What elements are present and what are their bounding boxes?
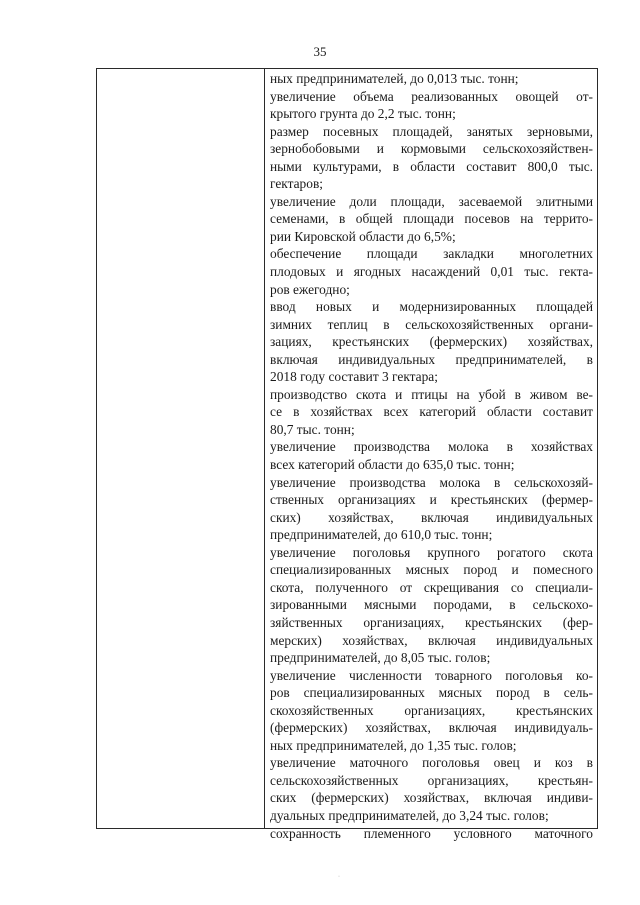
- text-line: 80,7 тыс. тонн;: [270, 421, 355, 437]
- text-line: производство скота и птицы на убой в живом ве-: [270, 386, 593, 402]
- text-line: ными культурами, в области составит 800,0 тыс.: [270, 158, 593, 174]
- text-line: всех категорий области до 635,0 тыс. тонн;: [270, 457, 515, 473]
- text-line: ских (фермерских) хозяйствах, включая индиви-: [270, 790, 593, 806]
- document-table: [96, 68, 598, 841]
- text-line: плодовых и ягодных насаждений 0,01 тыс. гекта-: [270, 264, 593, 280]
- text-line: ров специализированных мясных пород в сель-: [270, 685, 593, 701]
- text-line: ных предпринимателей, до 0,013 тыс. тонн;: [270, 71, 519, 86]
- text-line: увеличение производства молока в сельскохозяй-: [270, 474, 593, 490]
- text-line: увеличение маточного поголовья овец и коз в: [270, 755, 593, 771]
- text-line: крытого грунта до 2,2 тыс. тонн;: [270, 106, 456, 122]
- text-line: гектаров;: [270, 176, 323, 192]
- text-line: зимних теплиц в сельскохозяйственных органи-: [270, 316, 593, 332]
- text-line: предпринимателей, до 8,05 тыс. голов;: [270, 650, 491, 666]
- text-line: ров ежегодно;: [270, 281, 350, 297]
- text-line: увеличение доли площади, засеваемой элитными: [270, 193, 593, 209]
- text-line: предпринимателей, до 610,0 тыс. тонн;: [270, 527, 493, 543]
- text-line: ных предпринимателей, до 1,35 тыс. голов;: [270, 737, 517, 753]
- text-line: ских) хозяйствах, включая индивидуальных: [270, 509, 593, 525]
- text-line: зяйственных организациях, крестьянских (фер-: [270, 614, 593, 630]
- table-left-cell: [97, 69, 265, 828]
- text-line: скота, полученного от скрещивания со специали-: [270, 579, 593, 595]
- text-line: увеличение объема реализованных овощей от-: [270, 88, 593, 104]
- text-line: ственных организациях и крестьянских (фермер-: [270, 492, 593, 508]
- text-line: скохозяйственных организациях, крестьянских: [270, 702, 593, 718]
- text-line: зациях, крестьянских (фермерских) хозяйствах,: [270, 334, 593, 350]
- text-line: дуальных предпринимателей, до 3,24 тыс. голов;: [270, 807, 549, 823]
- text-line: 2018 году составит 3 гектара;: [270, 369, 438, 385]
- text-line: се в хозяйствах всех категорий области составит: [270, 404, 593, 420]
- text-line: сохранность племенного условного маточного: [270, 825, 593, 841]
- text-line: увеличение поголовья крупного рогатого скота: [270, 544, 593, 560]
- text-line: размер посевных площадей, занятых зерновыми,: [270, 123, 593, 139]
- page-number: 35: [313, 44, 327, 59]
- text-line: увеличение производства молока в хозяйствах: [270, 439, 593, 455]
- text-line: включая индивидуальных предпринимателей, в: [270, 351, 593, 367]
- table-right-cell: [265, 69, 597, 841]
- scan-mark: ·: [338, 874, 340, 880]
- text-line: ввод новых и модернизированных площадей: [270, 299, 593, 315]
- text-line: зернобобовыми и кормовыми сельскохозяйствен-: [270, 141, 593, 157]
- text-line: рии Кировской области до 6,5%;: [270, 228, 456, 244]
- text-line: обеспечение площади закладки многолетних: [270, 246, 593, 262]
- text-line: специализированных мясных пород и помесного: [270, 562, 593, 578]
- text-line: сельскохозяйственных организациях, крестьян-: [270, 772, 593, 788]
- text-line: семенами, в общей площади посевов на террито-: [270, 211, 593, 227]
- text-line: (фермерских) хозяйствах, включая индивидуаль-: [270, 720, 593, 736]
- text-line: увеличение численности товарного поголовья ко-: [270, 667, 593, 683]
- text-line: мерских) хозяйствах, включая индивидуальных: [270, 632, 593, 648]
- text-line: зированными мясными породами, в сельскохо-: [270, 597, 593, 613]
